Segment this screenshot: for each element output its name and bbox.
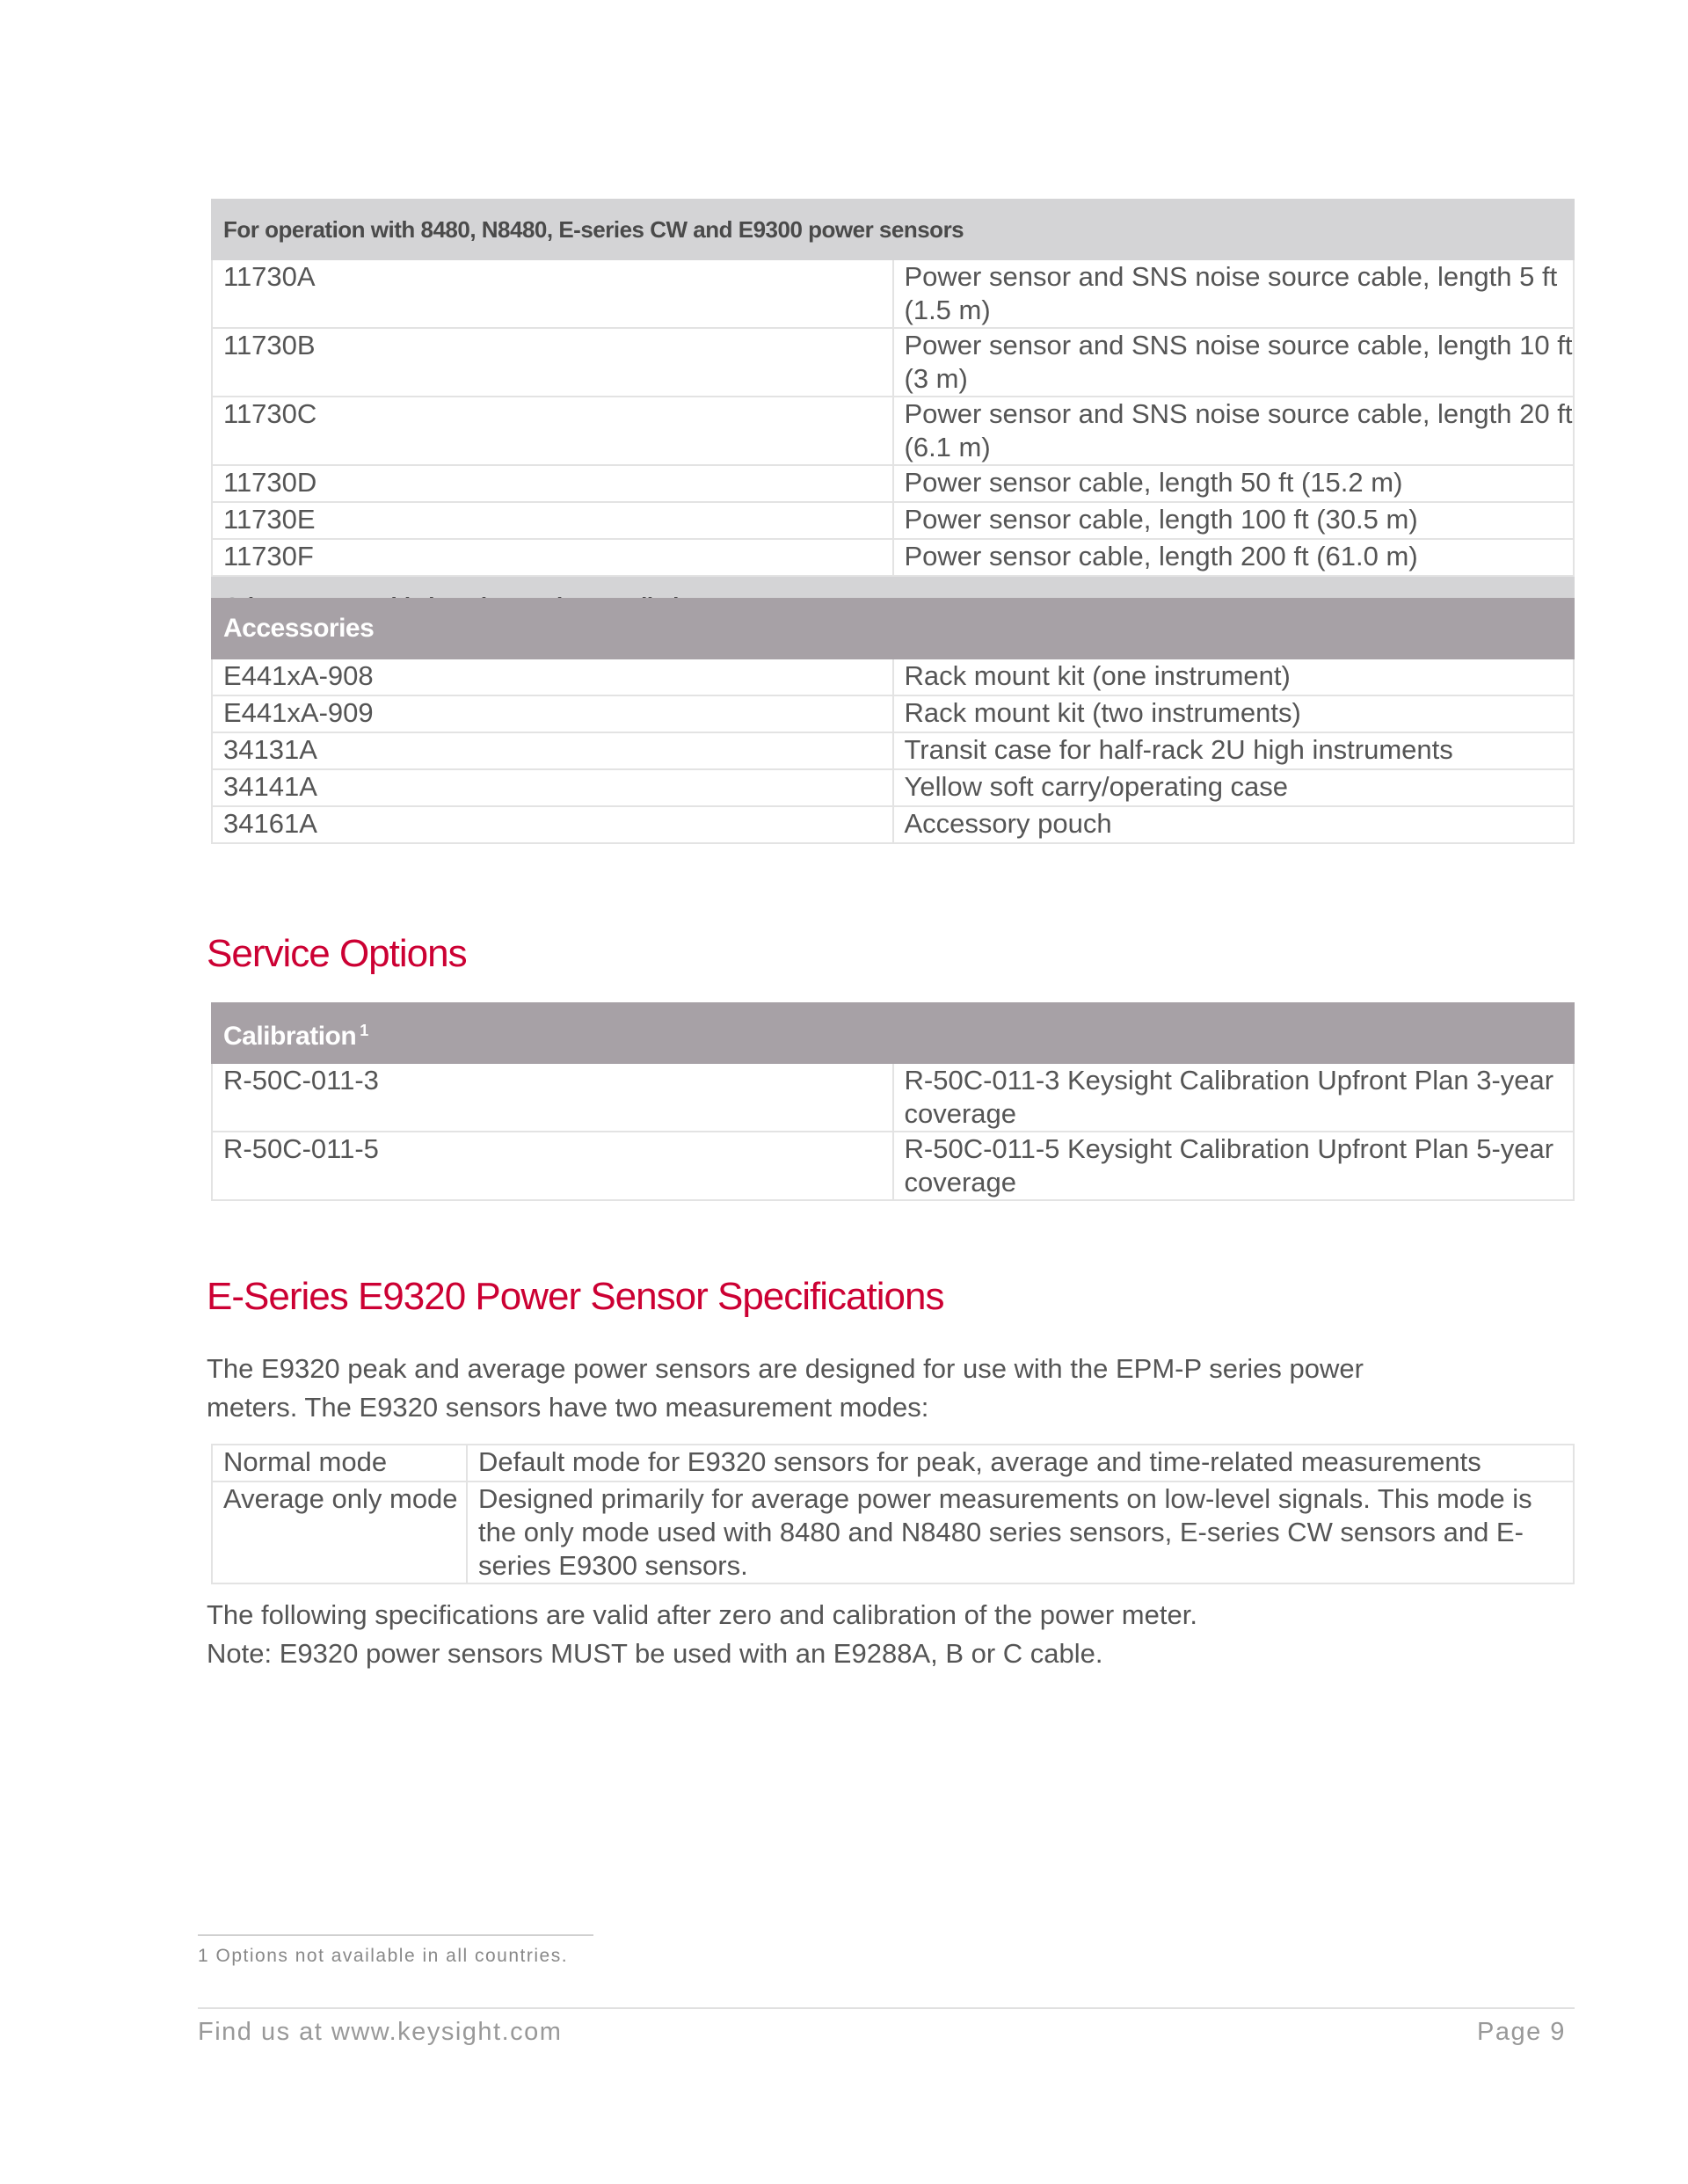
- table-cell-desc: Designed primarily for average power measurements on low-level signals. This mode is the only mode used with 8480 and N8480 series sensors, E-series CW sensors and E-series E9300 sensors.: [467, 1481, 1574, 1583]
- table-cell-desc: R-50C-011-3 Keysight Calibration Upfront Plan 3-year coverage: [893, 1063, 1575, 1132]
- table-row: [212, 695, 1574, 732]
- table-row: [212, 659, 1574, 695]
- table-cell-desc: Power sensor and SNS noise source cable, length 5 ft (1.5 m): [893, 259, 1575, 328]
- table-cell-desc: Power sensor cable, length 200 ft (61.0 m): [893, 539, 1575, 576]
- table-cell-code: E441xA-908: [212, 659, 893, 695]
- cable-table-header: For operation with 8480, N8480, E-series CW and E9300 power sensors: [212, 200, 1574, 259]
- footer-website: Find us at www.keysight.com: [198, 2018, 563, 2046]
- e9320-intro-line-2: meters. The E9320 sensors have two measurement modes:: [207, 1392, 929, 1423]
- accessories-table: [211, 598, 1575, 844]
- modes-table: [211, 1444, 1575, 1584]
- table-cell-code: 11730F: [212, 539, 893, 576]
- table-cell-desc: Rack mount kit (one instrument): [893, 659, 1575, 695]
- table-row: [212, 732, 1574, 769]
- page-number: Page 9: [1477, 2018, 1566, 2046]
- table-cell-code: 34141A: [212, 769, 893, 806]
- table-cell-code: 11730C: [212, 397, 893, 465]
- cable-table: [211, 199, 1575, 637]
- table-cell-mode: Average only mode: [212, 1481, 467, 1583]
- table-cell-desc: Power sensor and SNS noise source cable, length 20 ft (6.1 m): [893, 397, 1575, 465]
- table-cell-desc: Power sensor and SNS noise source cable, length 10 ft (3 m): [893, 328, 1575, 397]
- table-cell-code: 11730E: [212, 502, 893, 539]
- table-row: [212, 259, 1574, 328]
- calibration-table: [211, 1002, 1575, 1201]
- table-cell-code: 11730B: [212, 328, 893, 397]
- table-cell-code: 34161A: [212, 806, 893, 843]
- table-row: [212, 328, 1574, 397]
- table-cell-code: 11730A: [212, 259, 893, 328]
- table-cell-desc: Power sensor cable, length 100 ft (30.5 m): [893, 502, 1575, 539]
- footnote-divider: [198, 1934, 593, 1936]
- table-row: [212, 397, 1574, 465]
- table-row: [212, 1063, 1574, 1132]
- table-cell-desc: Default mode for E9320 sensors for peak, average and time-related measurements: [467, 1445, 1574, 1481]
- calibration-table-header: [212, 1003, 1574, 1063]
- table-cell-desc: Accessory pouch: [893, 806, 1575, 843]
- table-cell-code: 34131A: [212, 732, 893, 769]
- service-options-heading: Service Options: [207, 932, 467, 975]
- table-row: [212, 806, 1574, 843]
- table-cell-code: R-50C-011-3: [212, 1063, 893, 1132]
- table-cell-desc: Yellow soft carry/operating case: [893, 769, 1575, 806]
- e9320-intro-line-1: The E9320 peak and average power sensors are designed for use with the EPM-P series power: [207, 1353, 1364, 1384]
- calibration-header-label: Calibration: [223, 1021, 357, 1051]
- table-row: [212, 502, 1574, 539]
- table-cell-desc: Rack mount kit (two instruments): [893, 695, 1575, 732]
- footer-divider: [198, 2007, 1575, 2009]
- e9320-note-2: Note: E9320 power sensors MUST be used with an E9288A, B or C cable.: [207, 1638, 1103, 1669]
- accessories-table-header: Accessories: [212, 599, 1574, 659]
- table-cell-code: R-50C-011-5: [212, 1132, 893, 1200]
- table-cell-mode: Normal mode: [212, 1445, 467, 1481]
- table-row: [212, 465, 1574, 502]
- footnote-marker: 1: [360, 1021, 368, 1039]
- table-row: [212, 539, 1574, 576]
- table-row: [212, 1481, 1574, 1583]
- table-cell-code: E441xA-909: [212, 695, 893, 732]
- e9320-heading: E-Series E9320 Power Sensor Specifications: [207, 1275, 944, 1318]
- footnote-text: 1 Options not available in all countries.: [198, 1946, 569, 1966]
- e9320-note-1: The following specifications are valid after zero and calibration of the power meter.: [207, 1599, 1197, 1630]
- table-cell-code: 11730D: [212, 465, 893, 502]
- table-cell-desc: Power sensor cable, length 50 ft (15.2 m): [893, 465, 1575, 502]
- table-row: [212, 1132, 1574, 1200]
- table-row: [212, 1445, 1574, 1481]
- table-cell-desc: R-50C-011-5 Keysight Calibration Upfront Plan 5-year coverage: [893, 1132, 1575, 1200]
- table-row: [212, 769, 1574, 806]
- table-cell-desc: Transit case for half-rack 2U high instruments: [893, 732, 1575, 769]
